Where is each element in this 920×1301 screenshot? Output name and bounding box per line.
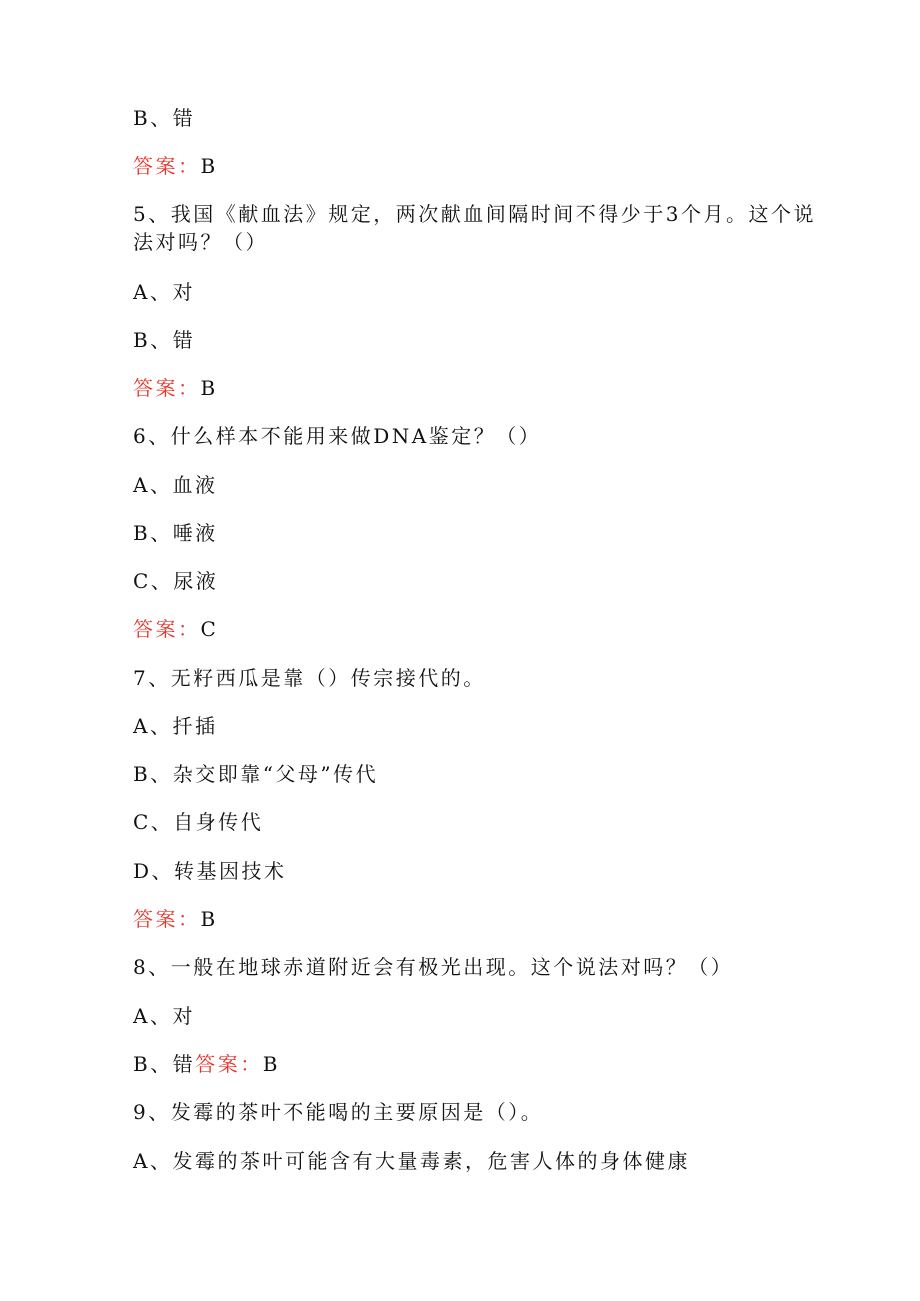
question-text: 5、我国《献血法》规定，两次献血间隔时间不得少于3个月。这个说 xyxy=(133,202,816,226)
question-text: 7、无籽西瓜是靠（）传宗接代的。 xyxy=(133,666,486,690)
answer-label: 答案： xyxy=(133,907,201,931)
option-text: B、唾液 xyxy=(133,521,218,545)
question-6 xyxy=(133,424,541,448)
answer-value: B xyxy=(200,154,218,178)
option-a-q5 xyxy=(133,280,195,304)
answer-value: C xyxy=(200,617,219,641)
answer-label: 答案： xyxy=(133,154,201,178)
answer-q6 xyxy=(133,617,218,641)
question-text: 6、什么样本不能用来做DNA鉴定？（） xyxy=(133,424,542,448)
option-text: A、血液 xyxy=(133,473,218,497)
option-text: B、错 xyxy=(133,328,196,352)
answer-label: 答案： xyxy=(133,617,201,641)
option-c-q7 xyxy=(133,810,263,834)
option-text: A、扦插 xyxy=(133,714,218,738)
question-5-line-1 xyxy=(133,202,816,226)
option-b-q7 xyxy=(133,762,378,786)
option-a-q9 xyxy=(133,1149,690,1173)
option-text: A、发霉的茶叶可能含有大量毒素，危害人体的身体健康 xyxy=(133,1149,690,1173)
option-text: A、对 xyxy=(133,280,195,304)
option-text: B、错 xyxy=(133,106,196,130)
question-5-line-2 xyxy=(133,230,268,254)
answer-value: B xyxy=(200,907,218,931)
option-text: B、错 xyxy=(133,1052,196,1076)
answer-q7 xyxy=(133,907,218,931)
option-b-q8-with-answer xyxy=(133,1052,280,1076)
answer-q4 xyxy=(133,154,218,178)
option-text: C、自身传代 xyxy=(133,810,264,834)
option-c-q6 xyxy=(133,569,218,593)
question-8 xyxy=(133,955,733,979)
option-a-q7 xyxy=(133,714,217,738)
answer-value: B xyxy=(262,1052,280,1076)
question-7 xyxy=(133,666,486,690)
option-a-q6 xyxy=(133,473,217,497)
option-b-q4 xyxy=(133,106,195,130)
option-text: A、对 xyxy=(133,1004,195,1028)
option-b-q5 xyxy=(133,328,195,352)
question-9 xyxy=(133,1100,543,1124)
option-a-q8 xyxy=(133,1004,195,1028)
answer-value: B xyxy=(200,376,218,400)
question-text: 8、一般在地球赤道附近会有极光出现。这个说法对吗？（） xyxy=(133,955,734,979)
option-b-q6 xyxy=(133,521,218,545)
question-text: 9、发霉的茶叶不能喝的主要原因是（）。 xyxy=(133,1100,544,1124)
option-text: D、转基因技术 xyxy=(133,859,287,883)
answer-label: 答案： xyxy=(133,376,201,400)
answer-label: 答案： xyxy=(195,1052,263,1076)
answer-q5 xyxy=(133,376,218,400)
option-text: B、杂交即靠“父母”传代 xyxy=(133,762,379,786)
question-text: 法对吗？（） xyxy=(133,230,268,254)
option-text: C、尿液 xyxy=(133,569,219,593)
option-d-q7 xyxy=(133,859,287,883)
